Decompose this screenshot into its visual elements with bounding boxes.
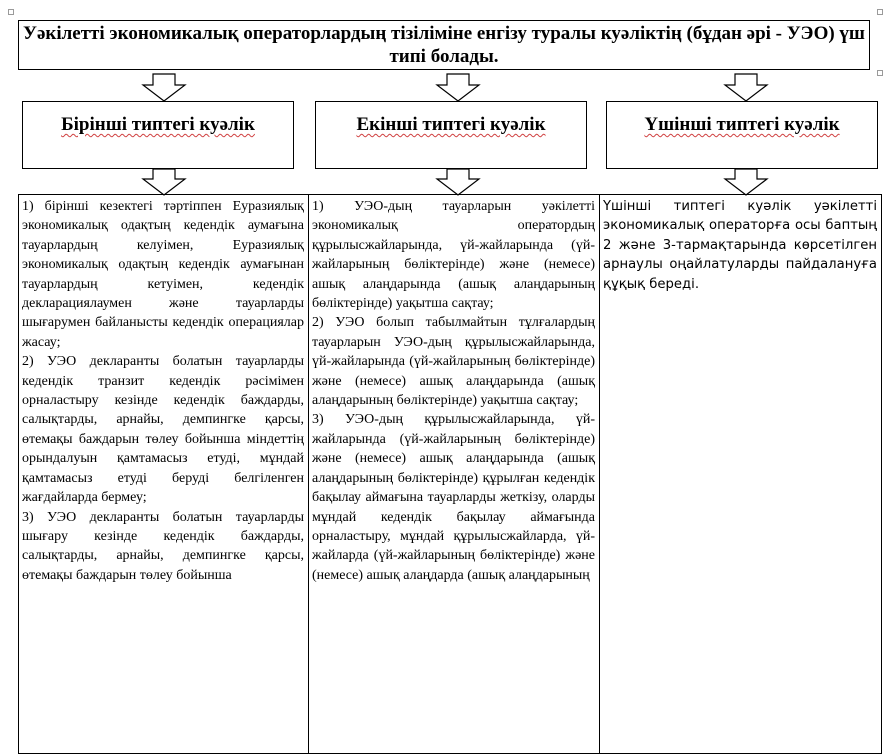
paragraph: 2) УЭО декларанты болатын тауарларды кедендік транзит кедендік рәсімімен орналастыру кезінде кедендік баждарды, салықтарды, арнайы, демпингке қарсы, өтемақы баждарын төлеу бойынша міндеттің орындалуын қамтамасыз етуді, мұндай қамтамасыз етуді беруді белгіленген жағдайларда бермеу; — [22, 354, 304, 506]
paragraph: 3) УЭО декларанты болатын тауарларды шығару кезінде кедендік баждарды, салықтарды, арнайы, демпингке қарсы, өтемақы баждарын төлеу бойынша — [22, 509, 304, 583]
paragraph: 2) УЭО болып табылмайтын тұлғалардың тауарларын УЭО-дың құрылысжайларында, үй-жайларында (үй-жайларының бөліктерінде) және (немесе) ашық алаңдарында (ашық алаңдарының бөліктерінде) уақытша сақтау; — [312, 315, 595, 409]
arrow-down-icon — [435, 168, 481, 196]
paragraph: 1) бірінші кезектегі тәртіппен Еуразиялық экономикалық одақтың кедендік аумағына тауарлардың келуімен, Еуразиялық экономикалық одақтың кедендік аумағынан тауарлардың кетуімен, кедендік декларациялаумен және тауарларды шығарумен байланысты кедендік операциялар жасау; — [22, 199, 304, 350]
type-label-third: Үшінші типтегі куәлік — [644, 114, 840, 135]
column-first-type — [19, 195, 309, 753]
selection-handle-right[interactable] — [877, 70, 883, 76]
type-box-first — [22, 101, 294, 169]
arrow-down-icon — [141, 168, 187, 196]
column-second-type — [309, 195, 600, 753]
paragraph: Үшінші типтегі куәлік уәкілетті экономикалық операторға осы баптың 2 және 3-тармақтарында көрсетілген арнаулы оңайлатуларды пайдалануға құқық береді. — [603, 199, 877, 292]
paragraph: 1) УЭО-дың тауарларын уәкілетті экономикалық оператордың құрылысжайларында, үй-жайларында (үй-жайларының бөліктерінде) және (немесе) ашық алаңдарында (ашық алаңдарының бөліктерінде) уақытша сақтау; — [312, 199, 595, 312]
type-label-first: Бірінші типтегі куәлік — [61, 114, 255, 135]
arrow-down-icon — [141, 73, 187, 103]
type-box-second — [315, 101, 587, 169]
selection-handle-top-right[interactable] — [877, 9, 883, 15]
document-title: Уәкілетті экономикалық операторлардың тізіліміне енгізу туралы куәліктің (бұдан әрі - УЭО) үш типі болады. — [18, 20, 870, 70]
type-box-third — [606, 101, 878, 169]
column-third-type — [600, 195, 881, 753]
type-label-second: Екінші типтегі куәлік — [356, 114, 546, 135]
arrow-down-icon — [723, 168, 769, 196]
paragraph: 3) УЭО-дың құрылысжайларында, үй-жайларында (үй-жайларының бөліктерінде) және (немесе) ашық алаңдарында (ашық алаңдарының бөліктерінде) құрылған кедендік бақылау аймағына тауарларды жеткізу, оларды мұндай кедендік бақылау аймағында орналастыру, мұндай құрылысжайларда, үй-жайларда (үй-жайларының бөліктерінде) және (немесе) ашық алаңдарда (ашық алаңдарының — [312, 412, 595, 583]
selection-handle-top-left[interactable] — [8, 9, 14, 15]
arrow-down-icon — [435, 73, 481, 103]
arrow-down-icon — [723, 73, 769, 103]
content-table — [18, 194, 882, 754]
